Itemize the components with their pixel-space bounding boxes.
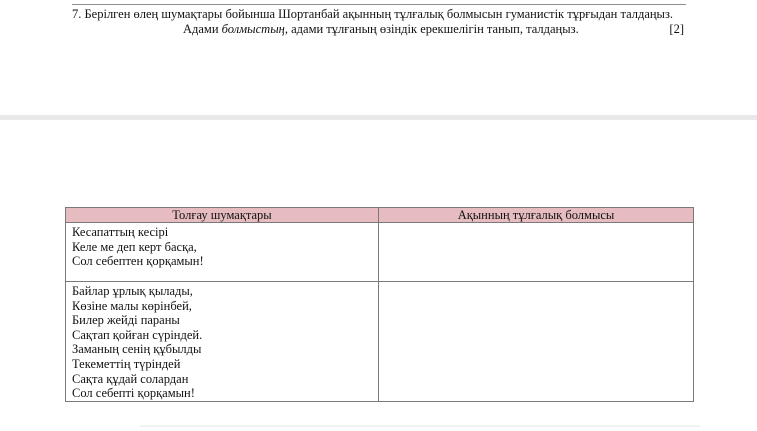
table-row [66, 282, 694, 402]
question-block [72, 7, 692, 37]
poem-line: Сақтап қойған сүріндей. [72, 327, 203, 342]
stanza-cell [66, 282, 379, 402]
instruction-start: Адами [183, 22, 222, 36]
faint-text-line [140, 425, 700, 427]
instruction-italic: болмыстың, [221, 22, 288, 36]
question-instruction [183, 22, 579, 37]
poem-line: Көзіне малы көрінбей, [72, 298, 192, 313]
poem-line: Текеметтің түріндей [72, 356, 181, 371]
poem-line: Заманың сенің құбылды [72, 342, 202, 357]
instruction-end: адами тұлғаның өзіндік ерекшелігін танып, талдаңыз. [288, 22, 579, 36]
poem-line: Сақта құдай солардан [72, 371, 189, 386]
stanza-cell [66, 223, 379, 282]
poem-line: Билер жейді параны [72, 313, 180, 328]
analysis-table [65, 207, 694, 402]
marks-label: [2] [669, 22, 684, 36]
poem-line: Кесапаттың кесірі [72, 225, 169, 239]
poem-line: Байлар ұрлық қылады, [72, 284, 193, 298]
question-text: 7. Берілген өлең шумақтары бойынша Шортанбай ақынның тұлғалық болмысын гуманистік тұрғыдан талдаңыз. [72, 7, 674, 21]
answer-cell[interactable] [379, 223, 694, 282]
question-subline [72, 22, 692, 37]
top-rule [72, 4, 686, 5]
poem-line: Сол себептен қорқамын! [72, 254, 204, 269]
header-persona: Ақынның тұлғалық болмысы [379, 208, 694, 223]
page-separator [0, 115, 757, 120]
table-header-row [66, 208, 694, 223]
answer-cell[interactable] [379, 282, 694, 402]
table-row [66, 223, 694, 282]
poem-line: Сол себепті қорқамын! [72, 386, 195, 401]
poem-line: Келе ме деп керт басқа, [72, 239, 197, 254]
header-stanzas: Толғау шумақтары [66, 208, 379, 223]
